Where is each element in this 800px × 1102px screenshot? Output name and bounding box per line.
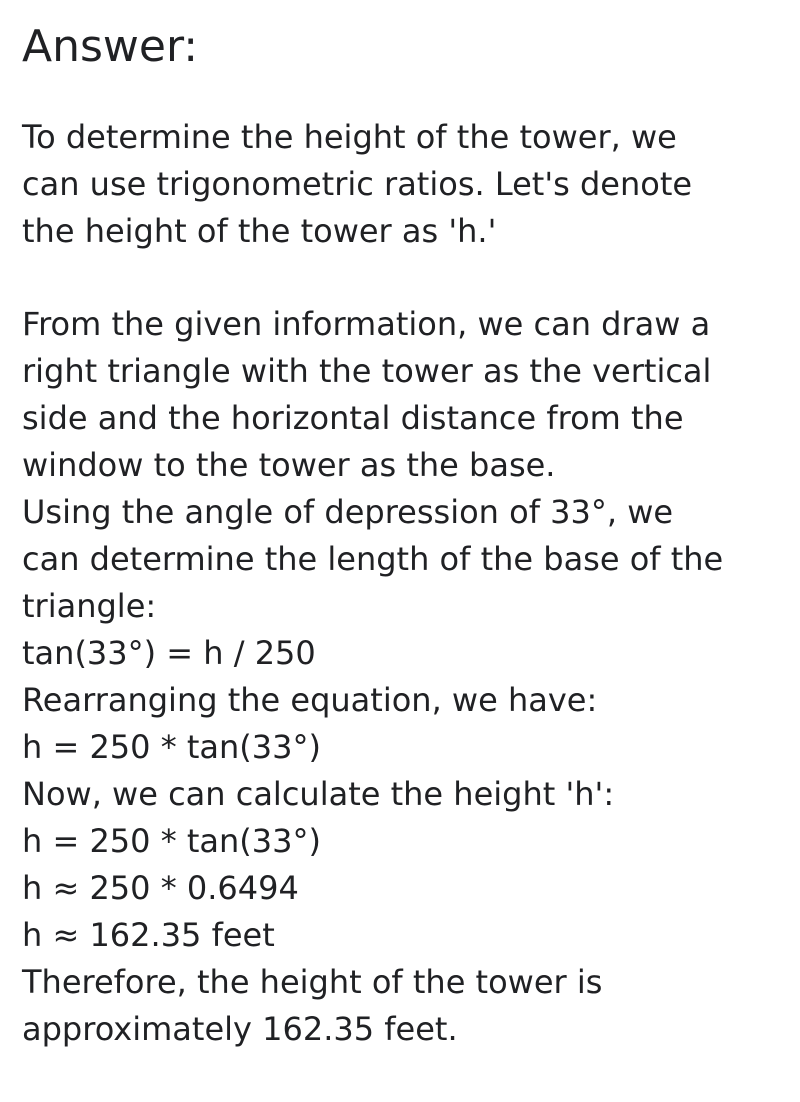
text-line: right triangle with the tower as the vertical <box>22 352 712 390</box>
text-line: window to the tower as the base. <box>22 446 556 484</box>
text-line: To determine the height of the tower, we <box>22 118 677 156</box>
text-line: Rearranging the equation, we have: <box>22 681 598 719</box>
text-line: Therefore, the height of the tower is <box>22 963 603 1001</box>
text-line: can determine the length of the base of the <box>22 540 724 578</box>
text-line: side and the horizontal distance from the <box>22 399 684 437</box>
text-line: triangle: <box>22 587 157 625</box>
paragraph-gap <box>22 255 792 301</box>
equation-line: h = 250 * tan(33°) <box>22 728 321 766</box>
solution-paragraph <box>22 301 792 1053</box>
equation-line: h = 250 * tan(33°) <box>22 822 321 860</box>
equation-line: h ≈ 162.35 feet <box>22 916 275 954</box>
text-line: From the given information, we can draw a <box>22 305 711 343</box>
equation-line: h ≈ 250 * 0.6494 <box>22 869 299 907</box>
equation-line: tan(33°) = h / 250 <box>22 634 316 672</box>
text-line: the height of the tower as 'h.' <box>22 212 497 250</box>
answer-content <box>22 18 792 1053</box>
text-line: approximately 162.35 feet. <box>22 1010 458 1048</box>
answer-heading: Answer: <box>22 21 199 72</box>
text-line: Now, we can calculate the height 'h': <box>22 775 615 813</box>
text-line: Using the angle of depression of 33°, we <box>22 493 674 531</box>
text-line: can use trigonometric ratios. Let's denote <box>22 165 693 203</box>
intro-paragraph <box>22 114 792 255</box>
